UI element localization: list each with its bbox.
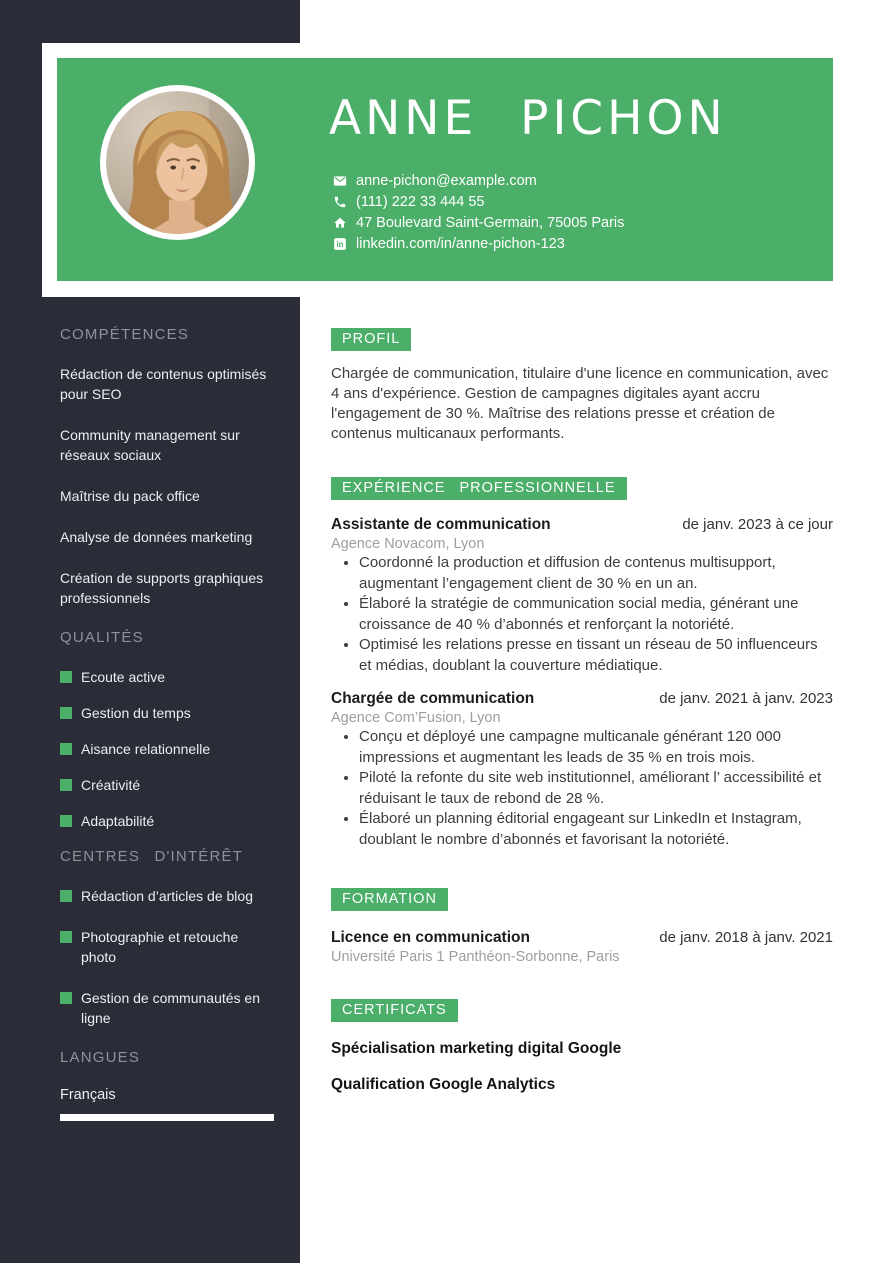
sidebar-section-competences <box>60 326 274 608</box>
qualites-title: QUALITÉS <box>60 629 144 646</box>
skill-item: Maîtrise du pack office <box>60 488 200 504</box>
contact-email <box>333 170 624 191</box>
phone-icon <box>333 195 347 209</box>
section-experience <box>331 477 833 850</box>
job-bullet: • Élaboré la stratégie de communication social media, générant une croissance de 40 % d’abonnés et renforçant la notoriété. <box>359 594 833 635</box>
sidebar-section-langues <box>60 1049 274 1121</box>
interest-item <box>60 988 274 1028</box>
quality-item <box>60 667 274 687</box>
certificate-item: Spécialisation marketing digital Google <box>331 1040 622 1057</box>
interest-item <box>60 886 274 906</box>
quality-item <box>60 811 274 831</box>
skill-item: Création de supports graphiques professionnels <box>60 570 264 606</box>
profile-photo-illustration <box>106 91 249 234</box>
quality-item <box>60 703 274 723</box>
contact-address <box>333 212 624 233</box>
job-title: Chargée de communication <box>331 690 535 707</box>
square-bullet-icon <box>60 815 72 827</box>
profile-photo-ring <box>100 85 255 240</box>
language-item <box>60 1087 274 1121</box>
job-bullet-list <box>331 553 833 676</box>
job-bullet: • Coordonné la production et diffusion de contenus multisupport, augmentant l’engagement client de 30 % en un an. <box>359 553 833 594</box>
profil-section-badge: PROFIL <box>331 328 411 351</box>
job-bullet: • Élaboré un planning éditorial engageant sur LinkedIn et Instagram, doublant le nombre d’abonnés et favorisant la notoriété. <box>359 809 833 850</box>
education-school: Université Paris 1 Panthéon-Sorbonne, Paris <box>331 949 620 965</box>
language-level-bar <box>60 1114 274 1121</box>
language-label: Français <box>60 1087 116 1103</box>
square-bullet-icon <box>60 743 72 755</box>
linkedin-icon <box>333 237 347 251</box>
education-title: Licence en communication <box>331 929 530 946</box>
main-content <box>331 328 833 1094</box>
langues-title: LANGUES <box>60 1049 141 1066</box>
skill-item: Analyse de données marketing <box>60 529 253 545</box>
contact-phone <box>333 191 624 212</box>
competences-title: COMPÉTENCES <box>60 326 190 343</box>
job-company: Agence Novacom, Lyon <box>331 536 485 552</box>
job-bullet-list <box>331 727 833 850</box>
job-date: de janv. 2021 à janv. 2023 <box>659 690 833 707</box>
skill-item: Rédaction de contenus optimisés pour SEO <box>60 366 267 402</box>
square-bullet-icon <box>60 671 72 683</box>
job-title: Assistante de communication <box>331 516 551 533</box>
square-bullet-icon <box>60 931 72 943</box>
profile-photo <box>106 91 249 234</box>
qualites-list <box>60 667 274 831</box>
profil-text: Chargée de communication, titulaire d'une licence en communication, avec 4 ans d'expérience. Gestion de campagnes digitales ayant accru l'engagement de 30 %. Maîtrise des relations presse et création de contenus multicanaux performants. <box>331 365 829 442</box>
job-bullet: • Piloté la refonte du site web institutionnel, améliorant l’ accessibilité et réduisant le taux de rebond de 28 %. <box>359 768 833 809</box>
contact-linkedin <box>333 233 624 254</box>
section-formation <box>331 888 833 965</box>
header <box>57 58 833 281</box>
job-entry <box>331 516 833 676</box>
certificats-section-badge: CERTIFICATS <box>331 999 458 1022</box>
experience-section-badge: EXPÉRIENCE PROFESSIONNELLE <box>331 477 627 500</box>
education-header <box>331 929 833 947</box>
job-header <box>331 516 833 534</box>
job-header <box>331 690 833 708</box>
quality-label: Aisance relationnelle <box>81 741 211 757</box>
job-date: de janv. 2023 à ce jour <box>682 516 833 533</box>
quality-item <box>60 775 274 795</box>
quality-label: Gestion du temps <box>81 705 191 721</box>
contact-email-text: anne-pichon@example.com <box>356 172 537 189</box>
interest-label: Rédaction d’articles de blog <box>81 888 253 904</box>
skill-item: Community management sur réseaux sociaux <box>60 427 240 463</box>
job-entry <box>331 690 833 850</box>
home-icon <box>333 216 347 230</box>
contact-list <box>333 170 624 254</box>
formation-section-badge: FORMATION <box>331 888 448 911</box>
competences-list <box>60 364 274 608</box>
email-icon <box>333 174 347 188</box>
section-certificats <box>331 999 833 1094</box>
centres-interet-title: CENTRES D'INTÉRÊT <box>60 848 244 865</box>
contact-linkedin-text: linkedin.com/in/anne-pichon-123 <box>356 235 565 252</box>
certificate-item: Qualification Google Analytics <box>331 1076 556 1093</box>
centres-interet-list <box>60 886 274 1028</box>
interest-label: Photographie et retouche photo <box>81 929 239 965</box>
svg-text:in: in <box>336 239 344 249</box>
contact-address-text: 47 Boulevard Saint-Germain, 75005 Paris <box>356 214 625 231</box>
interest-item <box>60 927 274 967</box>
quality-item <box>60 739 274 759</box>
quality-label: Ecoute active <box>81 669 166 685</box>
square-bullet-icon <box>60 890 72 902</box>
job-bullet: • Conçu et déployé une campagne multicanale générant 120 000 impressions et augmentant les leads de 35 % en trois mois. <box>359 727 833 768</box>
page-title: ANNE PICHON <box>329 91 727 146</box>
section-profil <box>331 328 833 444</box>
education-date: de janv. 2018 à janv. 2021 <box>659 929 833 946</box>
interest-label: Gestion de communautés en ligne <box>81 990 260 1026</box>
sidebar-section-qualites <box>60 629 274 831</box>
job-bullet: • Optimisé les relations presse en tissant un réseau de 50 influenceurs et médias, doublant la couverture médiatique. <box>359 635 833 676</box>
square-bullet-icon <box>60 992 72 1004</box>
contact-phone-text: (111) 222 33 444 55 <box>356 193 485 210</box>
job-company: Agence Com’Fusion, Lyon <box>331 710 501 726</box>
square-bullet-icon <box>60 707 72 719</box>
quality-label: Créativité <box>81 777 141 793</box>
education-entry <box>331 929 833 965</box>
quality-label: Adaptabilité <box>81 813 155 829</box>
sidebar <box>60 326 274 1121</box>
square-bullet-icon <box>60 779 72 791</box>
sidebar-section-centres-interet <box>60 848 274 1028</box>
